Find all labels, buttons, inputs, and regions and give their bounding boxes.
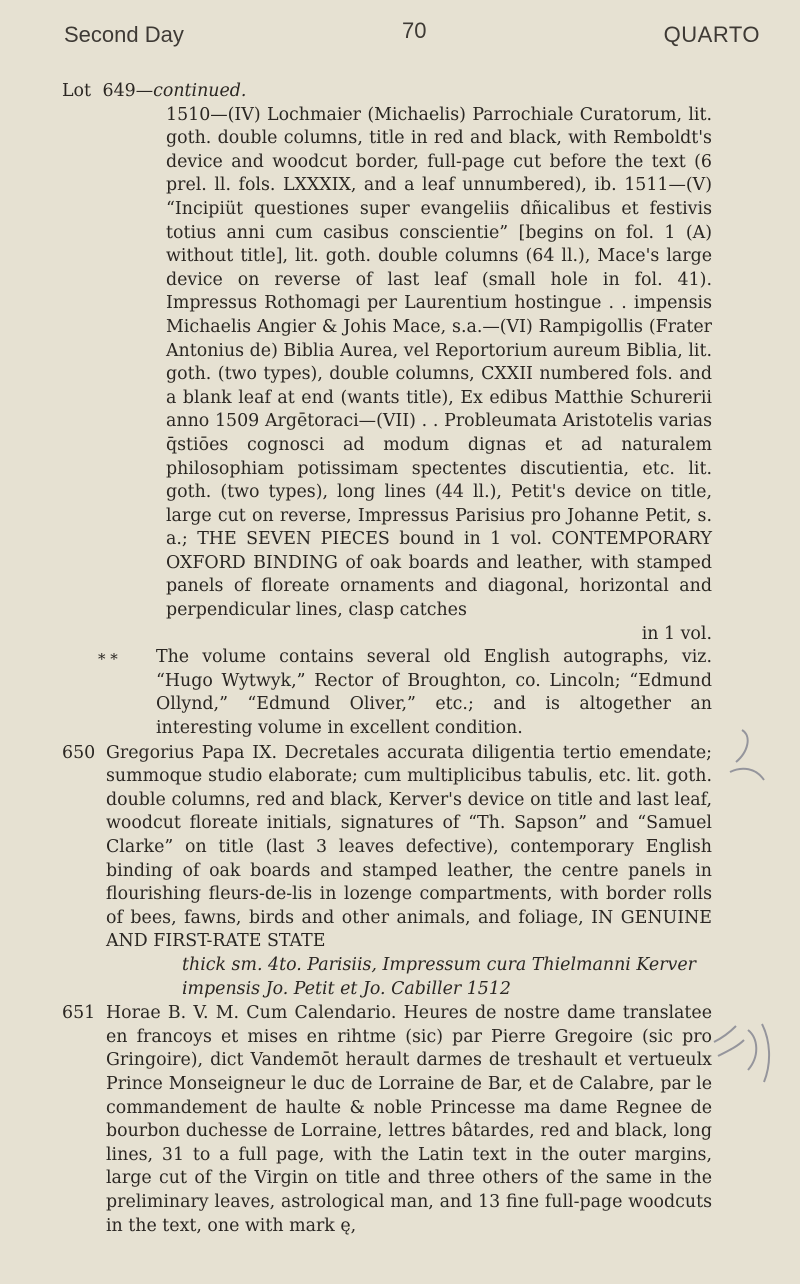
asterism-mark: * * [98, 650, 118, 669]
lot-649-note [98, 646, 712, 740]
lot-649-entry [62, 80, 712, 741]
page-number: 70 [402, 18, 427, 43]
lot-651-entry [62, 1002, 712, 1238]
lot-649-heading [62, 80, 712, 104]
lot-651-number: 651 [62, 1003, 96, 1024]
catalogue-body [62, 80, 712, 1239]
header-format: QUARTO [663, 22, 760, 47]
lot-649-description: 1510—(IV) Lochmaier (Michaelis) Parrochiale Curatorum, lit. goth. double columns, title in red and black, with Remboldt's device and woodcut border, full-page cut before the text (6 prel. ll. fols. LXXXIX, and a leaf unnumbered), ib. 1511—(V) “Incipiüt questiones super evangeliis dñicalibus et festivis totius anni cum casibus conscientie” [begins on fol. 1 (A) without title], lit. goth. double columns (64 ll.), Mace's large device on reverse of last leaf (small hole in fol. 41). Impressus Rothomagi per Laurentium hostingue . . impensis Michaelis Angier & Johis Mace, s.a.—(VI) Rampigollis (Frater Antonius de) Biblia Aurea, vel Reportorium aureum Biblia, lit. goth. (two types), double columns, CXXII numbered fols. and a blank leaf at end (wants title), Ex edibus Matthie Schurerii anno 1509 Argētoraci—(VII) . . Probleumata Aristotelis varias q̄stiōes cognosci ad modum dignas et ad naturalem philosophiam potissimam spectentes discutientia, etc. lit. goth. (two types), long lines (44 ll.), Petit's device on title, large cut on reverse, Impressus Parisius pro Johanne Petit, s. a.; THE SEVEN PIECES bound in 1 vol. CONTEMPORARY OXFORD BINDING of oak boards and leather, with stamped panels of floreate ornaments and diagonal, horizontal and perpendicular lines, clasp catches [166, 104, 712, 621]
header-day: Second Day [64, 22, 184, 47]
lot-650-number: 650 [62, 742, 96, 763]
lot-650-entry [62, 742, 712, 1002]
lot-650-description: Gregorius Papa IX. Decretales accurata diligentia tertio emendate; summoque studio elaborate; cum multiplicibus tabulis, etc. lit. goth. double columns, red and black, Kerver's device on title and last leaf, woodcut floreate initials, signatures of “Th. Sapson” and “Samuel Clarke” on title (last 3 leaves defective), contemporary English binding of oak boards and stamped leather, the centre panels in flourishing fleurs-de-lis in lozenge compartments, with border rolls of bees, fawns, birds and other animals, and foliage, IN GENUINE AND FIRST-RATE STATE [106, 742, 712, 952]
pencil-annotation-650 [712, 722, 782, 792]
continued-label: —continued. [135, 81, 247, 101]
lot-label: Lot [62, 81, 92, 101]
lot-number: 649 [102, 81, 136, 101]
lot-650-imprint: thick sm. 4to. Parisiis, Impressum cura Thielmanni Kerver impensis Jo. Petit et Jo. Cabiller 1512 [182, 954, 696, 999]
lot-651-description: Horae B. V. M. Cum Calendario. Heures de nostre dame translatee en francoys et mises en rihtme (sic) par Pierre Gregoire (sic pro Gringoire), dict Vandemōt herault darmes de treshault et vertueulx Prince Monseigneur le duc de Lorraine de Bar, et de Calabre, par le commandement de haulte & noble Princesse ma dame Regnee de bourbon duchesse de Lorraine, lettres bâtardes, red and black, long lines, 31 to a full page, with the Latin text in the outer margins, large cut of the Virgin on title and three others of the same in the preliminary leaves, astrological man, and 13 fine full-page woodcuts in the text, one with mark ę, [106, 1003, 712, 1236]
page-header [64, 8, 760, 48]
lot-649-volume-count: in 1 vol. [641, 623, 712, 644]
pencil-annotation-651 [708, 1012, 788, 1092]
lot-649-note-text: The volume contains several old English autographs, viz. “Hugo Wytwyk,” Rector of Broughton, co. Lincoln; “Edmund Ollynd,” “Edmund Oliver,” etc.; and is altogether an interesting volume in excellent condition. [156, 647, 712, 739]
